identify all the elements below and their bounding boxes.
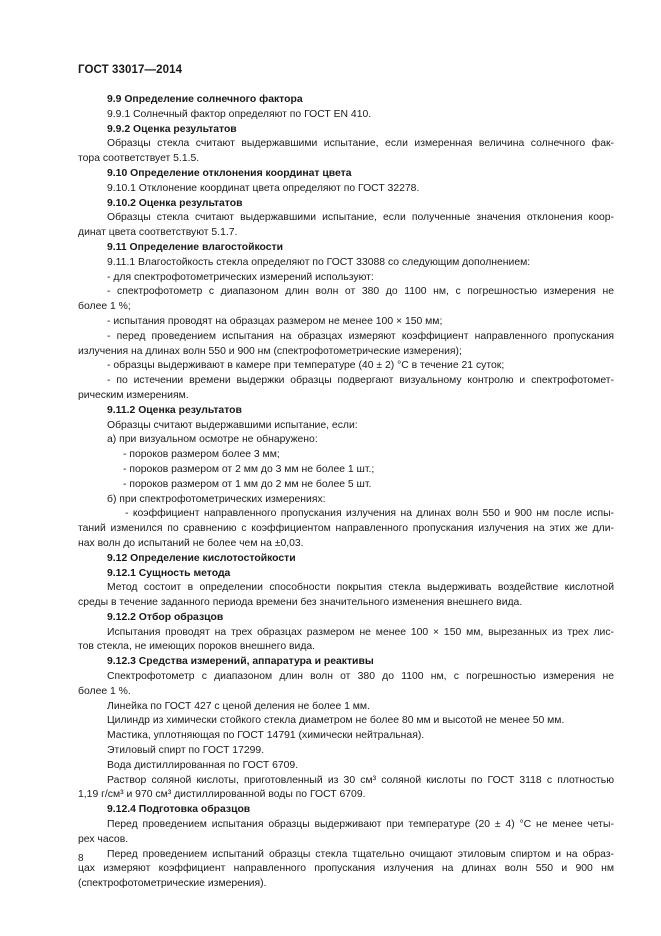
paragraph-line: - испытания проводят на образцах размером не менее 100 × 150 мм;: [107, 315, 443, 327]
paragraph-line: рех часов.: [78, 833, 129, 845]
paragraph-line: - спектрофотометр с диапазоном длин волн от 380 до 1100 нм, с погрешностью измерения не: [107, 286, 614, 298]
paragraph-line: Испытания проводят на трех образцах размером не менее 100 × 150 мм, вырезанных из трех лис-: [107, 626, 614, 638]
paragraph-line: - для спектрофотометрических измерений используют:: [107, 271, 374, 283]
list-item: - пороков размером от 2 мм до 3 мм не более 1 шт.;: [123, 463, 375, 475]
document-header: ГОСТ 33017—2014: [78, 64, 183, 76]
section-heading: 9.12.3 Средства измерений, аппаратура и реактивы: [107, 656, 374, 668]
section-heading: 9.10 Определение отклонения координат цвета: [107, 167, 352, 179]
paragraph-line: тора соответствует 5.1.5.: [78, 153, 200, 165]
paragraph-line: динат цвета соответствуют 5.1.7.: [78, 227, 238, 239]
paragraph-line: Этиловый спирт по ГОСТ 17299.: [107, 745, 265, 757]
paragraph-line: Раствор соляной кислоты, приготовленный из 30 см³ соляной кислоты по ГОСТ 3118 с плотностью: [107, 774, 614, 786]
paragraph-line: Мастика, уплотняющая по ГОСТ 14791 (химически нейтральная).: [107, 730, 425, 742]
paragraph-line: - по истечении времени выдержки образцы подвергают визуальному контролю и спектрофотомет-: [107, 375, 614, 387]
paragraph-line: нах волн до испытаний не более чем на ±0,03.: [78, 537, 304, 549]
section-heading: 9.11.2 Оценка результатов: [107, 404, 242, 416]
paragraph-line: - перед проведением испытания на образцах измеряют коэффициент направленного пропускания: [107, 330, 614, 342]
paragraph-line: Цилиндр из химически стойкого стекла диаметром не более 80 мм и высотой не менее 50 мм.: [107, 715, 565, 727]
section-heading: 9.11 Определение влагостойкости: [107, 241, 283, 253]
paragraph-line: более 1 %;: [78, 301, 131, 313]
paragraph-line: тов стекла, не имеющих пороков внешнего вида.: [78, 641, 316, 653]
paragraph-line: излучения на длинах волн 550 и 900 нм (спектрофотометрические измерения);: [78, 345, 462, 357]
paragraph-line: среды в течение заданного периода времени без значительного изменения внешнего вида.: [78, 597, 523, 609]
section-heading: 9.12.2 Отбор образцов: [107, 611, 224, 623]
section-heading: 9.12.1 Сущность метода: [107, 567, 231, 579]
paragraph-line: Вода дистиллированная по ГОСТ 6709.: [107, 759, 299, 771]
paragraph-line: б) при спектрофотометрических измерениях:: [107, 493, 326, 505]
paragraph-line: Перед проведением испытаний образцы стекла тщательно очищают этиловым спиртом и на образ-: [107, 848, 614, 860]
section-heading: 9.12 Определение кислотостойкости: [107, 552, 296, 564]
list-item: - пороков размером от 1 мм до 2 мм не более 5 шт.: [123, 478, 372, 490]
paragraph-line: более 1 %.: [78, 685, 131, 697]
paragraph-line: Перед проведением испытания образцы выдерживают при температуре (20 ± 4) °С не менее четы-: [107, 819, 614, 831]
paragraph-line: - образцы выдерживают в камере при температуре (40 ± 2) °С в течение 21 суток;: [107, 360, 505, 372]
list-item: - пороков размером более 3 мм;: [123, 449, 280, 461]
section-heading: 9.9.2 Оценка результатов: [107, 123, 237, 135]
section-heading: 9.9 Определение солнечного фактора: [107, 94, 303, 105]
paragraph-line: (спектрофотометрические измерения).: [78, 878, 267, 890]
paragraph-line: а) при визуальном осмотре не обнаружено:: [107, 434, 318, 446]
paragraph-line: Образцы стекла считают выдержавшими испытание, если измеренная величина солнечного фак-: [107, 138, 614, 150]
paragraph-line: Линейка по ГОСТ 427 с ценой деления не более 1 мм.: [107, 700, 370, 712]
section-heading: 9.10.2 Оценка результатов: [107, 197, 243, 209]
paragraph-line: таний изменился по сравнению с коэффициентом направленного пропускания излучения на этих же дли-: [78, 523, 614, 535]
paragraph-line: Образцы стекла считают выдержавшими испытание, если полученные значения отклонения коор-: [107, 212, 614, 224]
document-body: [78, 93, 614, 892]
paragraph-line: 9.10.1 Отклонение координат цвета определяют по ГОСТ 32278.: [107, 182, 420, 194]
section-heading: 9.12.4 Подготовка образцов: [107, 804, 251, 816]
paragraph-line: Метод состоит в определении способности покрытия стекла выдерживать воздействие кислотной: [107, 582, 614, 594]
paragraph-line: 9.9.1 Солнечный фактор определяют по ГОСТ EN 410.: [107, 108, 372, 120]
paragraph-line: Образцы считают выдержавшими испытание, если:: [107, 419, 358, 431]
paragraph-line: 9.11.1 Влагостойкость стекла определяют по ГОСТ 33088 со следующим дополнением:: [107, 256, 531, 268]
paragraph-line: цах измеряют коэффициент направленного пропускания излучения на длинах волн 550 и 900 нм: [78, 863, 614, 875]
list-item: - коэффициент направленного пропускания излучения на длинах волн 550 и 900 нм после испы-: [125, 508, 614, 520]
paragraph-line: Спектрофотометр с диапазоном длин волн от 380 до 1100 нм, с погрешностью измерения не: [107, 671, 614, 683]
paragraph-line: 1,19 г/см³ и 970 см³ дистиллированной воды по ГОСТ 6709.: [78, 789, 366, 801]
page-number: 8: [78, 853, 84, 864]
paragraph-line: рическим измерениям.: [78, 389, 189, 401]
